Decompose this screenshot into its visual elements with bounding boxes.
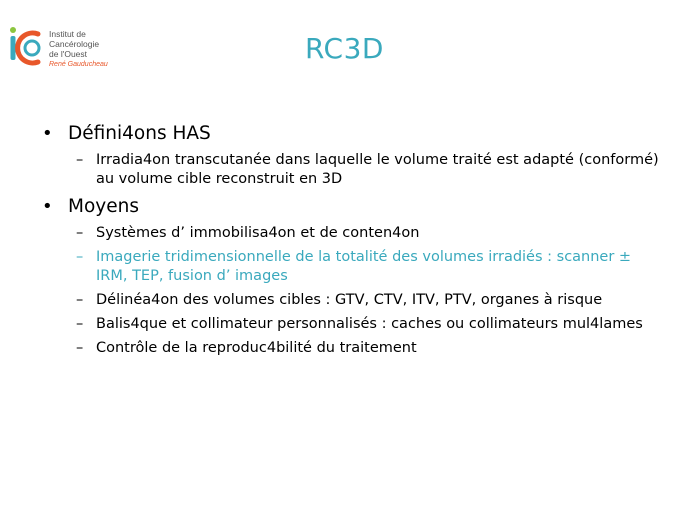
dash-icon: – [76,292,84,308]
sub-bullet-text: Irradia4on transcutanée dans laquelle le volume traité est adapté (conformé) au volume cible reconstruit en 3D [96,152,659,187]
bullet-moyens [40,195,660,219]
logo-subtitle: René Gauducheau [49,61,108,68]
dash-icon: – [76,152,84,168]
sub-bullet-highlighted [40,248,660,286]
bullet-definitions [40,122,660,146]
bullet-heading: Défini4ons HAS [68,123,211,144]
sub-bullet-text: Imagerie tridimensionnelle de la totalité des volumes irradiés : scanner ± IRM, TEP, fusion d’ images [96,249,632,284]
logo-line-1: Institut de [49,29,86,39]
dash-icon: – [76,316,84,332]
dash-icon: – [76,340,84,356]
sub-bullet [40,339,660,358]
bullet-icon: • [42,196,53,217]
dash-icon: – [76,225,84,241]
bullet-heading: Moyens [68,196,139,217]
slide-title: RC3D [305,32,384,65]
sub-bullet-text: Délinéa4on des volumes cibles : GTV, CTV, ITV, PTV, organes à risque [96,292,603,308]
sub-bullet [40,151,660,189]
sub-bullet-text: Contrôle de la reproduc4bilité du traitement [96,340,417,356]
logo-line-3: de l'Ouest [49,49,88,59]
sub-bullet-text: Balis4que et collimateur personnalisés : caches ou collimateurs mul4lames [96,316,643,332]
sub-bullet [40,291,660,310]
sub-bullet [40,224,660,243]
bullet-icon: • [42,123,53,144]
logo-line-2: Cancérologie [49,39,100,49]
sub-bullet-text: Systèmes d’ immobilisa4on et de conten4on [96,225,420,241]
dash-icon: – [76,249,84,265]
slide-content [40,122,660,358]
sub-bullet [40,315,660,334]
